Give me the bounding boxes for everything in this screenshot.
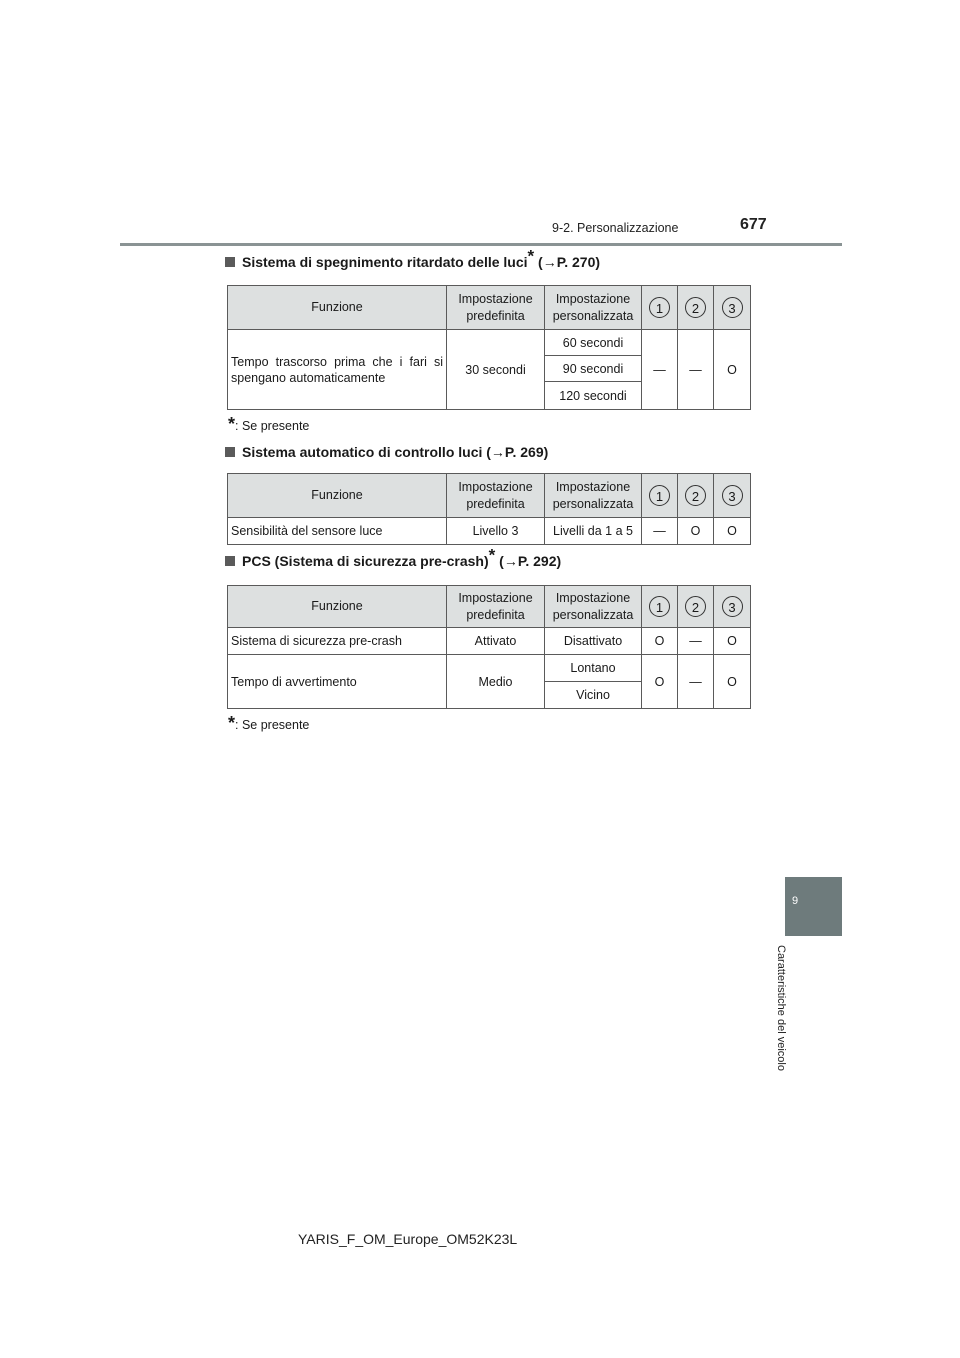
cell-function: Tempo di avvertimento	[228, 655, 447, 709]
col-header-custom: Impostazione personalizzata	[545, 586, 642, 628]
cell-c2: —	[678, 330, 714, 410]
col-header-default: Impostazione predefinita	[447, 474, 545, 518]
cell-option: Livelli da 1 a 5	[545, 518, 642, 545]
section-title-pcs: PCS (Sistema di sicurezza pre-crash)* (→P. 292)	[225, 553, 561, 569]
cell-c1: —	[642, 330, 678, 410]
cell-c3: O	[714, 518, 751, 545]
cell-default: Medio	[447, 655, 545, 709]
page-number: 677	[740, 216, 767, 233]
circled-2-icon: 2	[685, 596, 706, 617]
footnote: *: Se presente	[228, 713, 310, 733]
table-delayed-lights	[227, 285, 751, 410]
footnote: *: Se presente	[228, 414, 310, 434]
cell-c2: —	[678, 655, 714, 709]
col-header-funzione: Funzione	[228, 586, 447, 628]
cell-default: Livello 3	[447, 518, 545, 545]
cell-c1: —	[642, 518, 678, 545]
col-header-default: Impostazione predefinita	[447, 586, 545, 628]
cell-option: Vicino	[545, 682, 642, 709]
circled-3-icon: 3	[722, 297, 743, 318]
cell-c1: O	[642, 628, 678, 655]
col-header-funzione: Funzione	[228, 474, 447, 518]
col-header-1	[642, 474, 678, 518]
cell-c3: O	[714, 330, 751, 410]
circled-1-icon: 1	[649, 485, 670, 506]
col-header-2	[678, 474, 714, 518]
cell-option: 120 secondi	[545, 382, 642, 410]
cell-default: Attivato	[447, 628, 545, 655]
cell-c3: O	[714, 655, 751, 709]
col-header-1	[642, 586, 678, 628]
chapter-title: Caratteristiche del veicolo	[775, 945, 787, 1071]
cell-option: 60 secondi	[545, 330, 642, 356]
circled-3-icon: 3	[722, 596, 743, 617]
circled-1-icon: 1	[649, 297, 670, 318]
col-header-custom: Impostazione personalizzata	[545, 474, 642, 518]
cell-function: Tempo trascorso prima che i fari si spengano automaticamente	[228, 330, 447, 410]
document-code: YARIS_F_OM_Europe_OM52K23L	[298, 1231, 518, 1247]
section-title-auto-lights: Sistema automatico di controllo luci (→P. 269)	[225, 444, 548, 460]
cell-option: 90 secondi	[545, 356, 642, 382]
cell-option: Lontano	[545, 655, 642, 682]
cell-c1: O	[642, 655, 678, 709]
col-header-3	[714, 474, 751, 518]
cell-c3: O	[714, 628, 751, 655]
square-bullet-icon	[225, 257, 235, 267]
circled-1-icon: 1	[649, 596, 670, 617]
col-header-2	[678, 586, 714, 628]
square-bullet-icon	[225, 556, 235, 566]
section-title-delayed-lights: Sistema di spegnimento ritardato delle luci* (→P. 270)	[225, 254, 600, 270]
circled-2-icon: 2	[685, 297, 706, 318]
col-header-3	[714, 586, 751, 628]
chapter-title-wrap	[775, 945, 815, 1095]
section-header: 9-2. Personalizzazione	[552, 221, 679, 235]
cell-c2: O	[678, 518, 714, 545]
col-header-funzione: Funzione	[228, 286, 447, 330]
cell-c2: —	[678, 628, 714, 655]
circled-2-icon: 2	[685, 485, 706, 506]
col-header-3	[714, 286, 751, 330]
chapter-number: 9	[791, 895, 799, 907]
cell-option: Disattivato	[545, 628, 642, 655]
table-pcs	[227, 585, 751, 709]
col-header-default: Impostazione predefinita	[447, 286, 545, 330]
circled-3-icon: 3	[722, 485, 743, 506]
col-header-2	[678, 286, 714, 330]
cell-function: Sensibilità del sensore luce	[228, 518, 447, 545]
cell-function: Sistema di sicurezza pre-crash	[228, 628, 447, 655]
square-bullet-icon	[225, 447, 235, 457]
table-auto-lights	[227, 473, 751, 545]
col-header-1	[642, 286, 678, 330]
col-header-custom: Impostazione personalizzata	[545, 286, 642, 330]
header-rule	[120, 243, 842, 246]
cell-default: 30 secondi	[447, 330, 545, 410]
